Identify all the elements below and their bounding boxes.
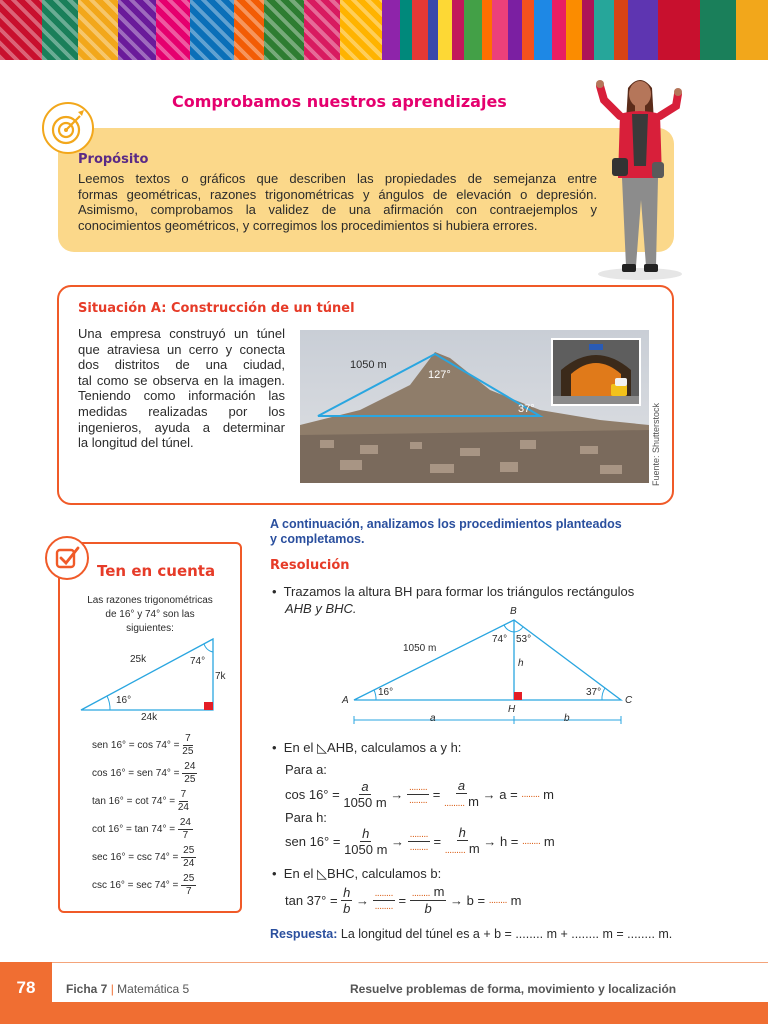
step3-text: • En el ◺BHC, calculamos b: <box>272 866 442 881</box>
ref-angle-large: 74° <box>190 656 206 667</box>
banner-stripe <box>582 0 594 60</box>
answer-line <box>270 927 672 941</box>
banner-stripe <box>736 0 768 60</box>
ten-en-cuenta-heading: Ten en cuenta <box>97 562 216 580</box>
banner-stripe <box>628 0 658 60</box>
equation-a: cos 16° = $\frac{a}{1050 m}$ → $\frac{........}{........}$ = $\frac{a}{......... m}$ → a = ........ m <box>285 778 554 810</box>
photo-top-angle: 127° <box>428 369 451 381</box>
page-number: 78 <box>16 978 36 997</box>
banner-stripe <box>492 0 508 60</box>
banner-stripe <box>118 0 156 60</box>
banner-stripe <box>614 0 628 60</box>
banner-stripe <box>700 0 736 60</box>
step1-text: • Trazamos la altura BH para formar los triángulos rectángulos AHB y BHC. <box>272 584 635 616</box>
situation-heading: Situación A: Construcción de un túnel <box>78 301 355 316</box>
purpose-heading: Propósito <box>78 152 149 167</box>
banner-stripe <box>234 0 264 60</box>
equation-h: sen 16° = $\frac{h}{1050 m}$ → $\frac{........}{........}$ = $\frac{h}{......... m}$ → h = ........ m <box>285 825 555 857</box>
ratio-row: sec 16° = csc 74° = $\frac{25}{24}$ <box>92 845 195 869</box>
vertex-h: H <box>508 704 516 715</box>
ten-en-cuenta-intro: Las razones trigonométricas de 16° y 74° son las siguientes: <box>87 595 213 634</box>
banner-stripe <box>190 0 234 60</box>
page-title: Comprobamos nuestros aprendizajes <box>172 92 507 111</box>
vertex-c: C <box>625 695 633 706</box>
situation-text: Una empresa construyó un túnel que atraviesa un cerro y conecta dos distritos de una ciudad, tal como se observa en la imagen. Teniendo como información las medidas realizadas por los ingenieros, ayuda a determinar la longitud del túnel. <box>78 326 285 451</box>
banner-stripe <box>534 0 552 60</box>
angle-a: 16° <box>378 687 394 698</box>
banner-stripe <box>340 0 382 60</box>
target-icon <box>42 102 94 154</box>
para-a-label: Para a: <box>285 762 327 777</box>
ref-leg-vertical: 7k <box>215 671 226 682</box>
banner-stripe <box>438 0 452 60</box>
para-h-label: Para h: <box>285 810 327 825</box>
decorative-banner <box>0 0 768 60</box>
banner-stripe <box>522 0 534 60</box>
purpose-text: Leemos textos o gráficos que describen las propiedades de semejanza entre formas geométricas, razones trigonométricas y ángulos de elevación o depresión. Asimismo, comprobamos la validez de una afirmación con contraejemplos y conocimientos geométricos, y corregimos los procedimientos si hubiera errores. <box>78 171 597 233</box>
footer-rule <box>0 962 768 963</box>
banner-stripe <box>428 0 438 60</box>
height-label: h <box>518 658 524 669</box>
banner-stripe <box>304 0 340 60</box>
angle-b1: 74° <box>492 634 508 645</box>
step2-text: • En el ◺AHB, calculamos a y h: <box>272 740 462 755</box>
angle-c: 37° <box>586 687 602 698</box>
vertex-b: B <box>510 606 517 617</box>
ratio-row: cot 16° = tan 74° = $\frac{24}{7}$ <box>92 817 191 841</box>
banner-stripe <box>508 0 522 60</box>
vertex-a: A <box>342 695 349 706</box>
segment-b-label: b <box>564 713 570 724</box>
photo-credit: Fuente: Shutterstock <box>651 402 661 486</box>
banner-stripe <box>78 0 118 60</box>
student-illustration <box>590 70 700 285</box>
photo-base-angle: 37° <box>518 403 535 415</box>
ref-angle-small: 16° <box>116 695 132 706</box>
banner-stripe <box>464 0 482 60</box>
banner-stripe <box>412 0 428 60</box>
footer-competence: Resuelve problemas de forma, movimiento y localización <box>350 982 677 996</box>
side-label: 1050 m <box>403 643 437 654</box>
banner-stripe <box>156 0 190 60</box>
ratio-row: tan 16° = cot 74° = $\frac{7}{24}$ <box>92 789 189 813</box>
banner-stripe <box>594 0 614 60</box>
ratio-row: cos 16° = sen 74° = $\frac{24}{25}$ <box>92 761 196 785</box>
banner-stripe <box>42 0 78 60</box>
resolution-triangle <box>340 604 640 726</box>
banner-stripe <box>658 0 700 60</box>
analysis-text: A continuación, analizamos los procedimientos planteados y completamos. <box>270 517 622 546</box>
resolution-heading: Resolución <box>270 558 350 573</box>
photo-side-label: 1050 m <box>350 359 387 371</box>
angle-b2: 53° <box>516 634 532 645</box>
answer-label: Respuesta: <box>270 927 338 941</box>
ratio-row: csc 16° = sec 74° = $\frac{25}{7}$ <box>92 873 195 897</box>
footer-ficha: Ficha 7 | Matemática 5 <box>66 982 190 996</box>
checkbox-icon <box>45 536 89 580</box>
ratio-row: sen 16° = cos 74° = $\frac{7}{25}$ <box>92 733 194 757</box>
footer-band <box>52 1002 768 1024</box>
banner-stripe <box>0 0 42 60</box>
tunnel-inset-photo <box>551 338 641 406</box>
banner-stripe <box>552 0 566 60</box>
ref-leg-horizontal: 24k <box>141 712 158 723</box>
banner-stripe <box>452 0 464 60</box>
segment-a-label: a <box>430 713 436 724</box>
banner-stripe <box>400 0 412 60</box>
answer-text: La longitud del túnel es a + b = ........ m + ........ m = ........ m. <box>340 927 673 941</box>
ref-hyp-label: 25k <box>130 654 147 665</box>
equation-b: tan 37° = $\frac{h}{b}$ → $\frac{........}{........}$ = $\frac{........ m}{b}$ → b = ........ m <box>285 884 522 916</box>
banner-stripe <box>482 0 492 60</box>
banner-stripe <box>382 0 400 60</box>
banner-stripe <box>566 0 582 60</box>
banner-stripe <box>264 0 304 60</box>
